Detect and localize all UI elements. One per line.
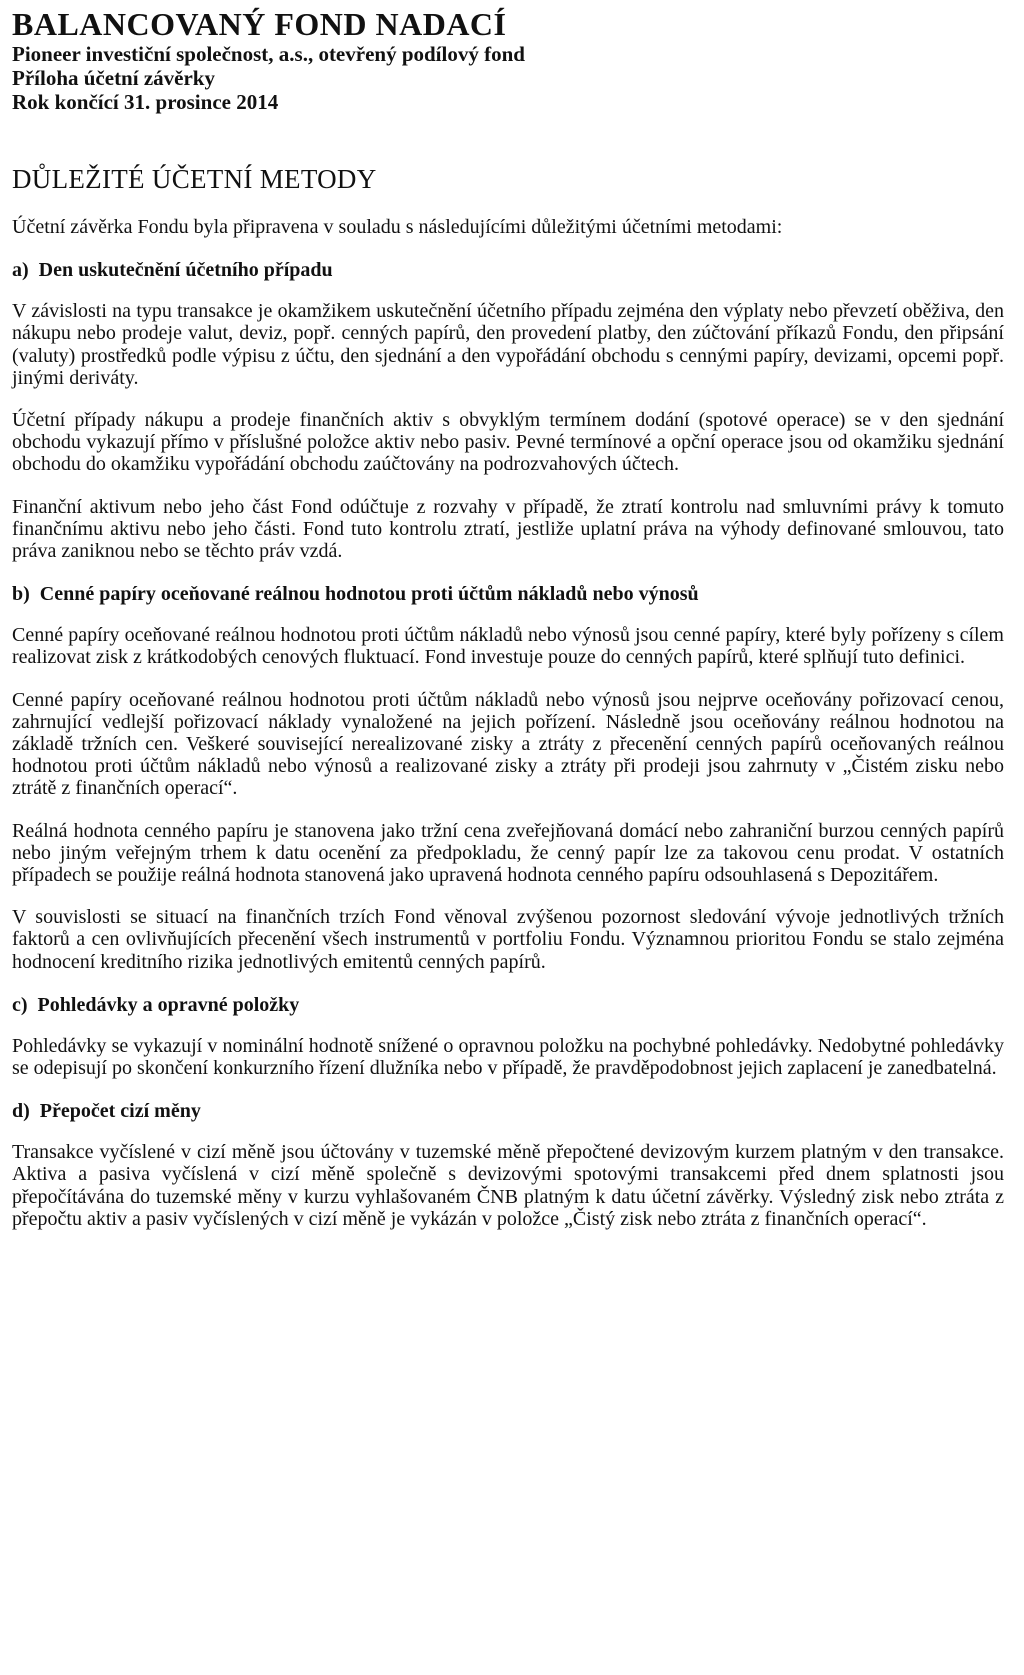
section-c-letter: c) (12, 993, 28, 1016)
section-b-paragraph-4: V souvislosti se situací na finančních trzích Fond věnoval zvýšenou pozornost sledování vývoje jednotlivých tržních faktorů a cen ovlivňujících přecenění všech instrumentů v portfoliu Fondu. Významnou prioritou Fondu se stalo zejména hodnocení kreditního rizika jednotlivých emitentů cenných papírů. (12, 906, 1004, 973)
section-b-paragraph-1: Cenné papíry oceňované reálnou hodnotou proti účtům nákladů nebo výnosů jsou cenné papíry, které byly pořízeny s cílem realizovat zisk z krátkodobých cenových fluktuací. Fond investuje pouze do cenných papírů, které splňují tuto definici. (12, 624, 1004, 669)
fund-title: BALANCOVANÝ FOND NADACÍ (12, 6, 507, 42)
intro-paragraph: Účetní závěrka Fondu byla připravena v souladu s následujícími důležitými účetními metodami: (12, 216, 783, 238)
section-b-paragraph-3: Reálná hodnota cenného papíru je stanovena jako tržní cena zveřejňovaná domácí nebo zahraniční burzou cenných papírů nebo jiným veřejným trhem k datu ocenění za předpokladu, že cenný papír lze za takovou cenu prodat. V ostatních případech se použije reálná hodnota stanovená jako upravená hodnota cenného papíru odsouhlasená s Depozitářem. (12, 819, 1004, 887)
section-a-paragraph-1: V závislosti na typu transakce je okamžikem uskutečnění účetního případu zejména den výplaty nebo převzetí oběživa, den nákupu nebo prodeje valut, deviz, popř. cenných papírů, den provedení platby, den zúčtování příkazů Fondu, den připsání (valuty) prostředků podle výpisu z účtu, den sjednání a den vypořádání obchodu s cennými papíry, devizami, opcemi popř. jinými deriváty. (12, 300, 1004, 389)
attachment-line: Příloha účetní závěrky (12, 66, 215, 90)
section-a-paragraph-3: Finanční aktivum nebo jeho část Fond odúčtuje z rozvahy v případě, že ztratí kontrolu nad smluvními právy k tomuto finančnímu aktivu nebo jeho části. Fond tuto kontrolu ztratí, jestliže uplatní práva na výhody definované smlouvou, tato práva zaniknou nebo se těchto práv vzdá. (12, 495, 1004, 563)
section-c-title: Pohledávky a opravné položky (37, 993, 300, 1016)
section-a-paragraph-2: Účetní případy nákupu a prodeje finančních aktiv s obvyklým termínem dodání (spotové operace) se v den sjednání obchodu vykazují přímo v příslušné položce aktiv nebo pasiv. Pevné termínové a opční operace jsou od okamžiku sjednání obchodu do okamžiku vypořádání obchodu zaúčtovány na podrozvahových účtech. (12, 409, 1004, 476)
section-c-heading (12, 993, 1004, 1017)
section-c-paragraph-1: Pohledávky se vykazují v nominální hodnotě snížené o opravnou položku na pochybné pohledávky. Nedobytné pohledávky se odepisují po skončení konkurzního řízení dlužníka nebo v případě, že pravděpodobnost jejich zaplacení je zanedbatelná. (12, 1034, 1004, 1080)
section-d-paragraph-1: Transakce vyčíslené v cizí měně jsou účtovány v tuzemské měně přepočtené devizovým kurzem platným v den transakce. Aktiva a pasiva vyčíslená v cizí měně společně s devizovými spotovými transakcemi před dnem splatnosti jsou přepočítávána do tuzemské měny v kurzu vyhlašovaném ČNB platným k datu účetní závěrky. Výsledný zisk nebo ztráta z přepočtu aktiv a pasiv vyčíslených v cizí měně je vykázán v položce „Čistý zisk nebo ztráta z finančních operací“. (12, 1141, 1004, 1230)
section-b-paragraph-2: Cenné papíry oceňované reálnou hodnotou proti účtům nákladů nebo výnosů jsou nejprve oceňovány pořizovací cenou, zahrnující vedlejší pořizovací náklady vynaložené na jejich pořízení. Následně jsou oceňovány reálnou hodnotou na základě tržních cen. Veškeré související nerealizované zisky a ztráty z přecenění cenných papírů oceňovaných reálnou hodnotou proti účtům nákladů nebo výnosů a realizované zisky a ztráty při prodeji jsou zahrnuty v „Čistém zisku nebo ztrátě z finančních operací“. (12, 688, 1004, 800)
section-b-letter: b) (12, 583, 30, 606)
section-d-letter: d) (12, 1100, 30, 1123)
section-b-heading (12, 582, 1004, 606)
section-title: DŮLEŽITÉ ÚČETNÍ METODY (12, 164, 377, 194)
section-d-heading (12, 1099, 1004, 1123)
section-d-title: Přepočet cizí měny (39, 1100, 201, 1123)
year-line: Rok končící 31. prosince 2014 (12, 90, 279, 114)
section-b-title: Cenné papíry oceňované reálnou hodnotou proti účtům nákladů nebo výnosů (39, 583, 699, 606)
section-a-title: Den uskutečnění účetního případu (38, 259, 333, 282)
company-line: Pioneer investiční společnost, a.s., otevřený podílový fond (12, 42, 525, 66)
section-a-heading (12, 258, 1004, 282)
section-a-letter: a) (12, 259, 29, 282)
